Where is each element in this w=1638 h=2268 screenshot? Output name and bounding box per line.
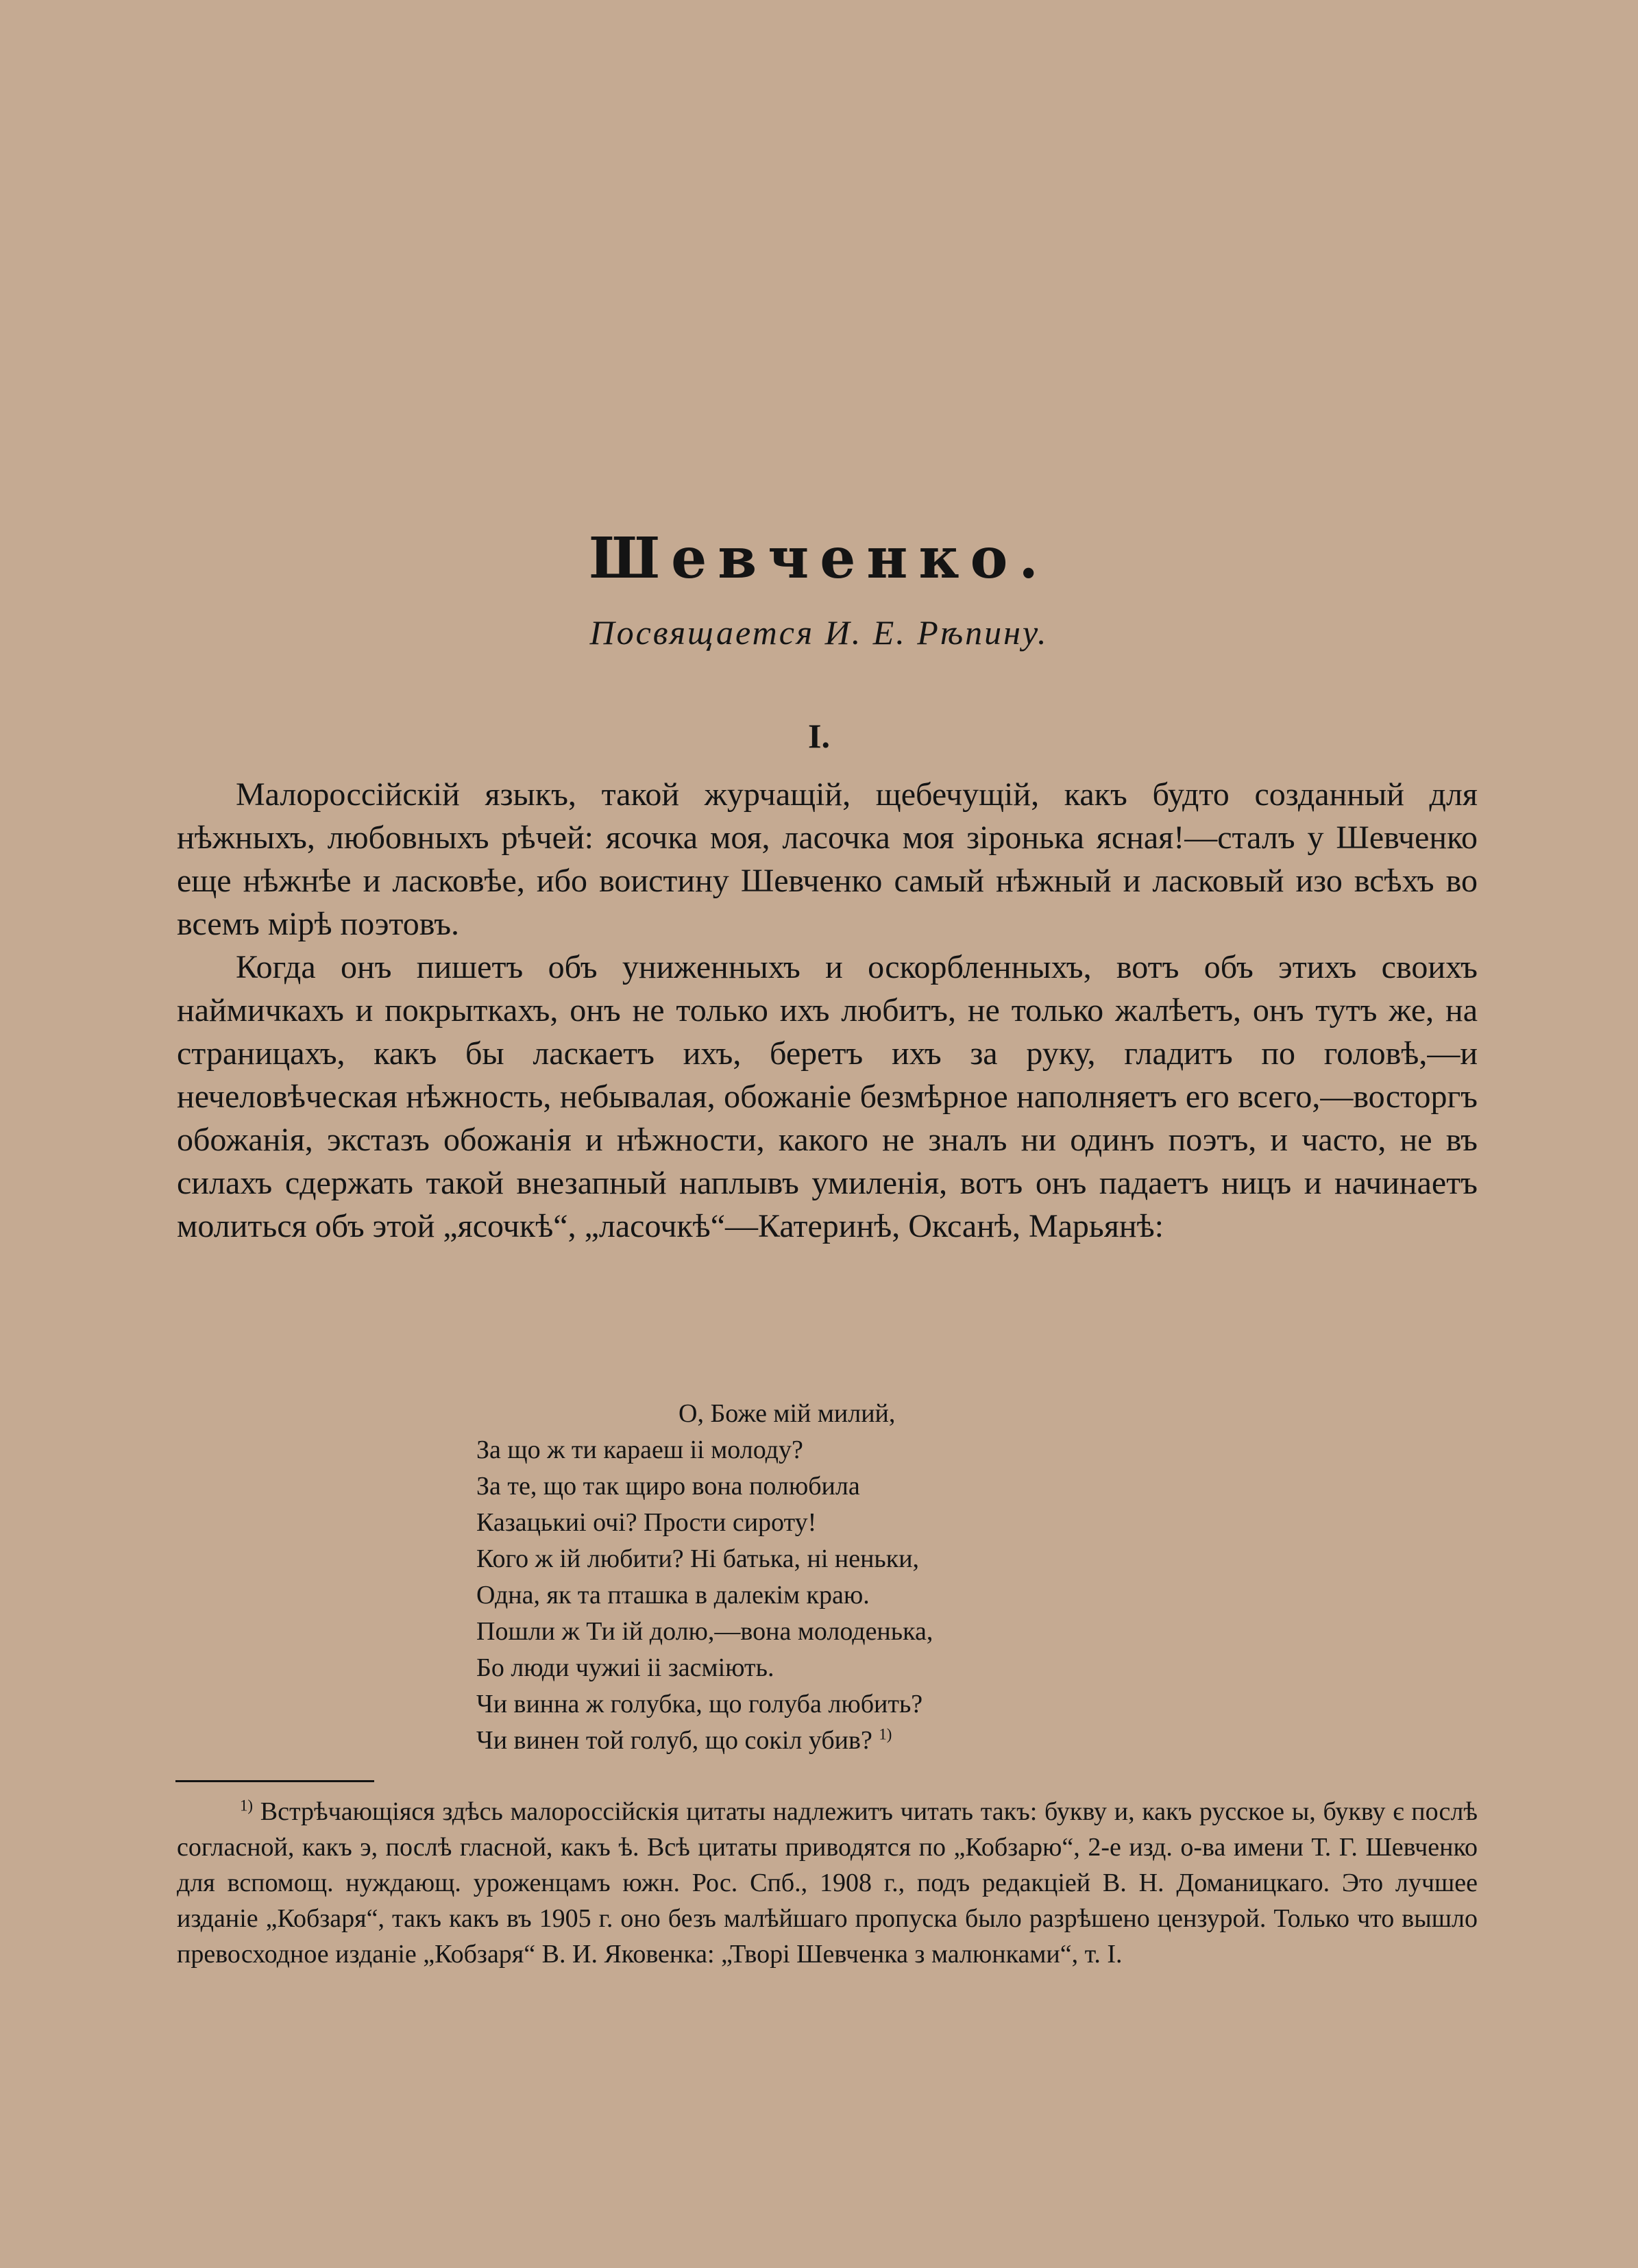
poem-line: Пошли ж Ти ій долю,—вона молоденька, bbox=[476, 1617, 933, 1646]
footnote-text: Встрѣчающіяся здѣсь малороссійскія цитаты надлежитъ читать такъ: букву и, какъ русское ы, букву є послѣ согласной, какъ э, послѣ гласной, какъ ѣ. Всѣ цитаты приводятся по „Кобзарю“, 2-е изд. о-ва имени Т. Г. Шевченко для вспомощ. нуждающ. уроженцамъ южн. Рос. Спб., 1908 г., подъ редакціей В. Н. Доманицкаго. Это лучшее изданіе „Кобзаря“, такъ какъ въ 1905 г. оно безъ малѣйшаго пропуска было разрѣшено цензурой. Только что вышло превосходное изданіе „Кобзаря“ В. И. Яковенка: „Творі Шевченка з малюнками“, т. I. bbox=[177, 1797, 1478, 1969]
body-text bbox=[177, 773, 1478, 1248]
poem-line: Казацькиі очі? Прости сироту! bbox=[476, 1508, 817, 1537]
poem-line: За те, що так щиро вона полюбила bbox=[476, 1472, 860, 1501]
footnote-mark: 1) bbox=[240, 1797, 253, 1814]
poem-line-text: Чи винен той голуб, що сокіл убив? bbox=[476, 1726, 872, 1755]
poem-quote bbox=[476, 1396, 1162, 1759]
poem-line: Чи винна ж голубка, що голуба любить? bbox=[476, 1690, 923, 1718]
paragraph-2: Когда онъ пишетъ объ униженныхъ и оскорбленныхъ, вотъ объ этихъ своихъ наймичкахъ и покрыткахъ, онъ не только ихъ любитъ, не только жалѣетъ, онъ тутъ же, на страницахъ, какъ бы ласкаетъ ихъ, беретъ ихъ за руку, гладитъ по головѣ,—и нечеловѣческая нѣжность, небывалая, обожаніе безмѣрное наполняетъ его всего,—восторгъ обожанія, экстазъ обожанія и нѣжности, какого не зналъ ни одинъ поэтъ, и часто, не въ силахъ сдержать такой внезапный наплывъ умиленія, вотъ онъ падаетъ ницъ и начинаетъ молиться объ этой „ясочкѣ“, „ласочкѣ“—Катеринѣ, Оксанѣ, Марьянѣ: bbox=[177, 949, 1478, 1244]
paragraph-1: Малороссійскій языкъ, такой журчащій, щебечущій, какъ будто созданный для нѣжныхъ, любовныхъ рѣчей: ясочка моя, ласочка моя зіронька ясная!—сталъ у Шевченко еще нѣжнѣе и ласковѣе, ибо воистину Шевченко самый нѣжный и ласковый изо всѣхъ во всемъ мірѣ поэтовъ. bbox=[177, 776, 1478, 942]
poem-line: Одна, як та пташка в далекім краю. bbox=[476, 1581, 870, 1610]
footnote-divider bbox=[175, 1780, 374, 1782]
section-number: I. bbox=[808, 717, 830, 755]
poem-line: Кого ж ій любити? Ні батька, ні неньки, bbox=[476, 1544, 920, 1573]
poem-line: О, Боже мій милий, bbox=[679, 1399, 896, 1428]
dedication: Посвящается И. Е. Рѣпину. bbox=[589, 613, 1049, 652]
poem-line: За що ж ти караеш ii молоду? bbox=[476, 1435, 803, 1464]
footnote-reference[interactable]: 1) bbox=[879, 1725, 892, 1743]
footnote bbox=[177, 1794, 1478, 1972]
poem-line-last bbox=[476, 1723, 1162, 1759]
chapter-title: Шевченко. bbox=[589, 526, 1049, 591]
poem-line: Бо люди чужиі ii засміють. bbox=[476, 1653, 774, 1682]
